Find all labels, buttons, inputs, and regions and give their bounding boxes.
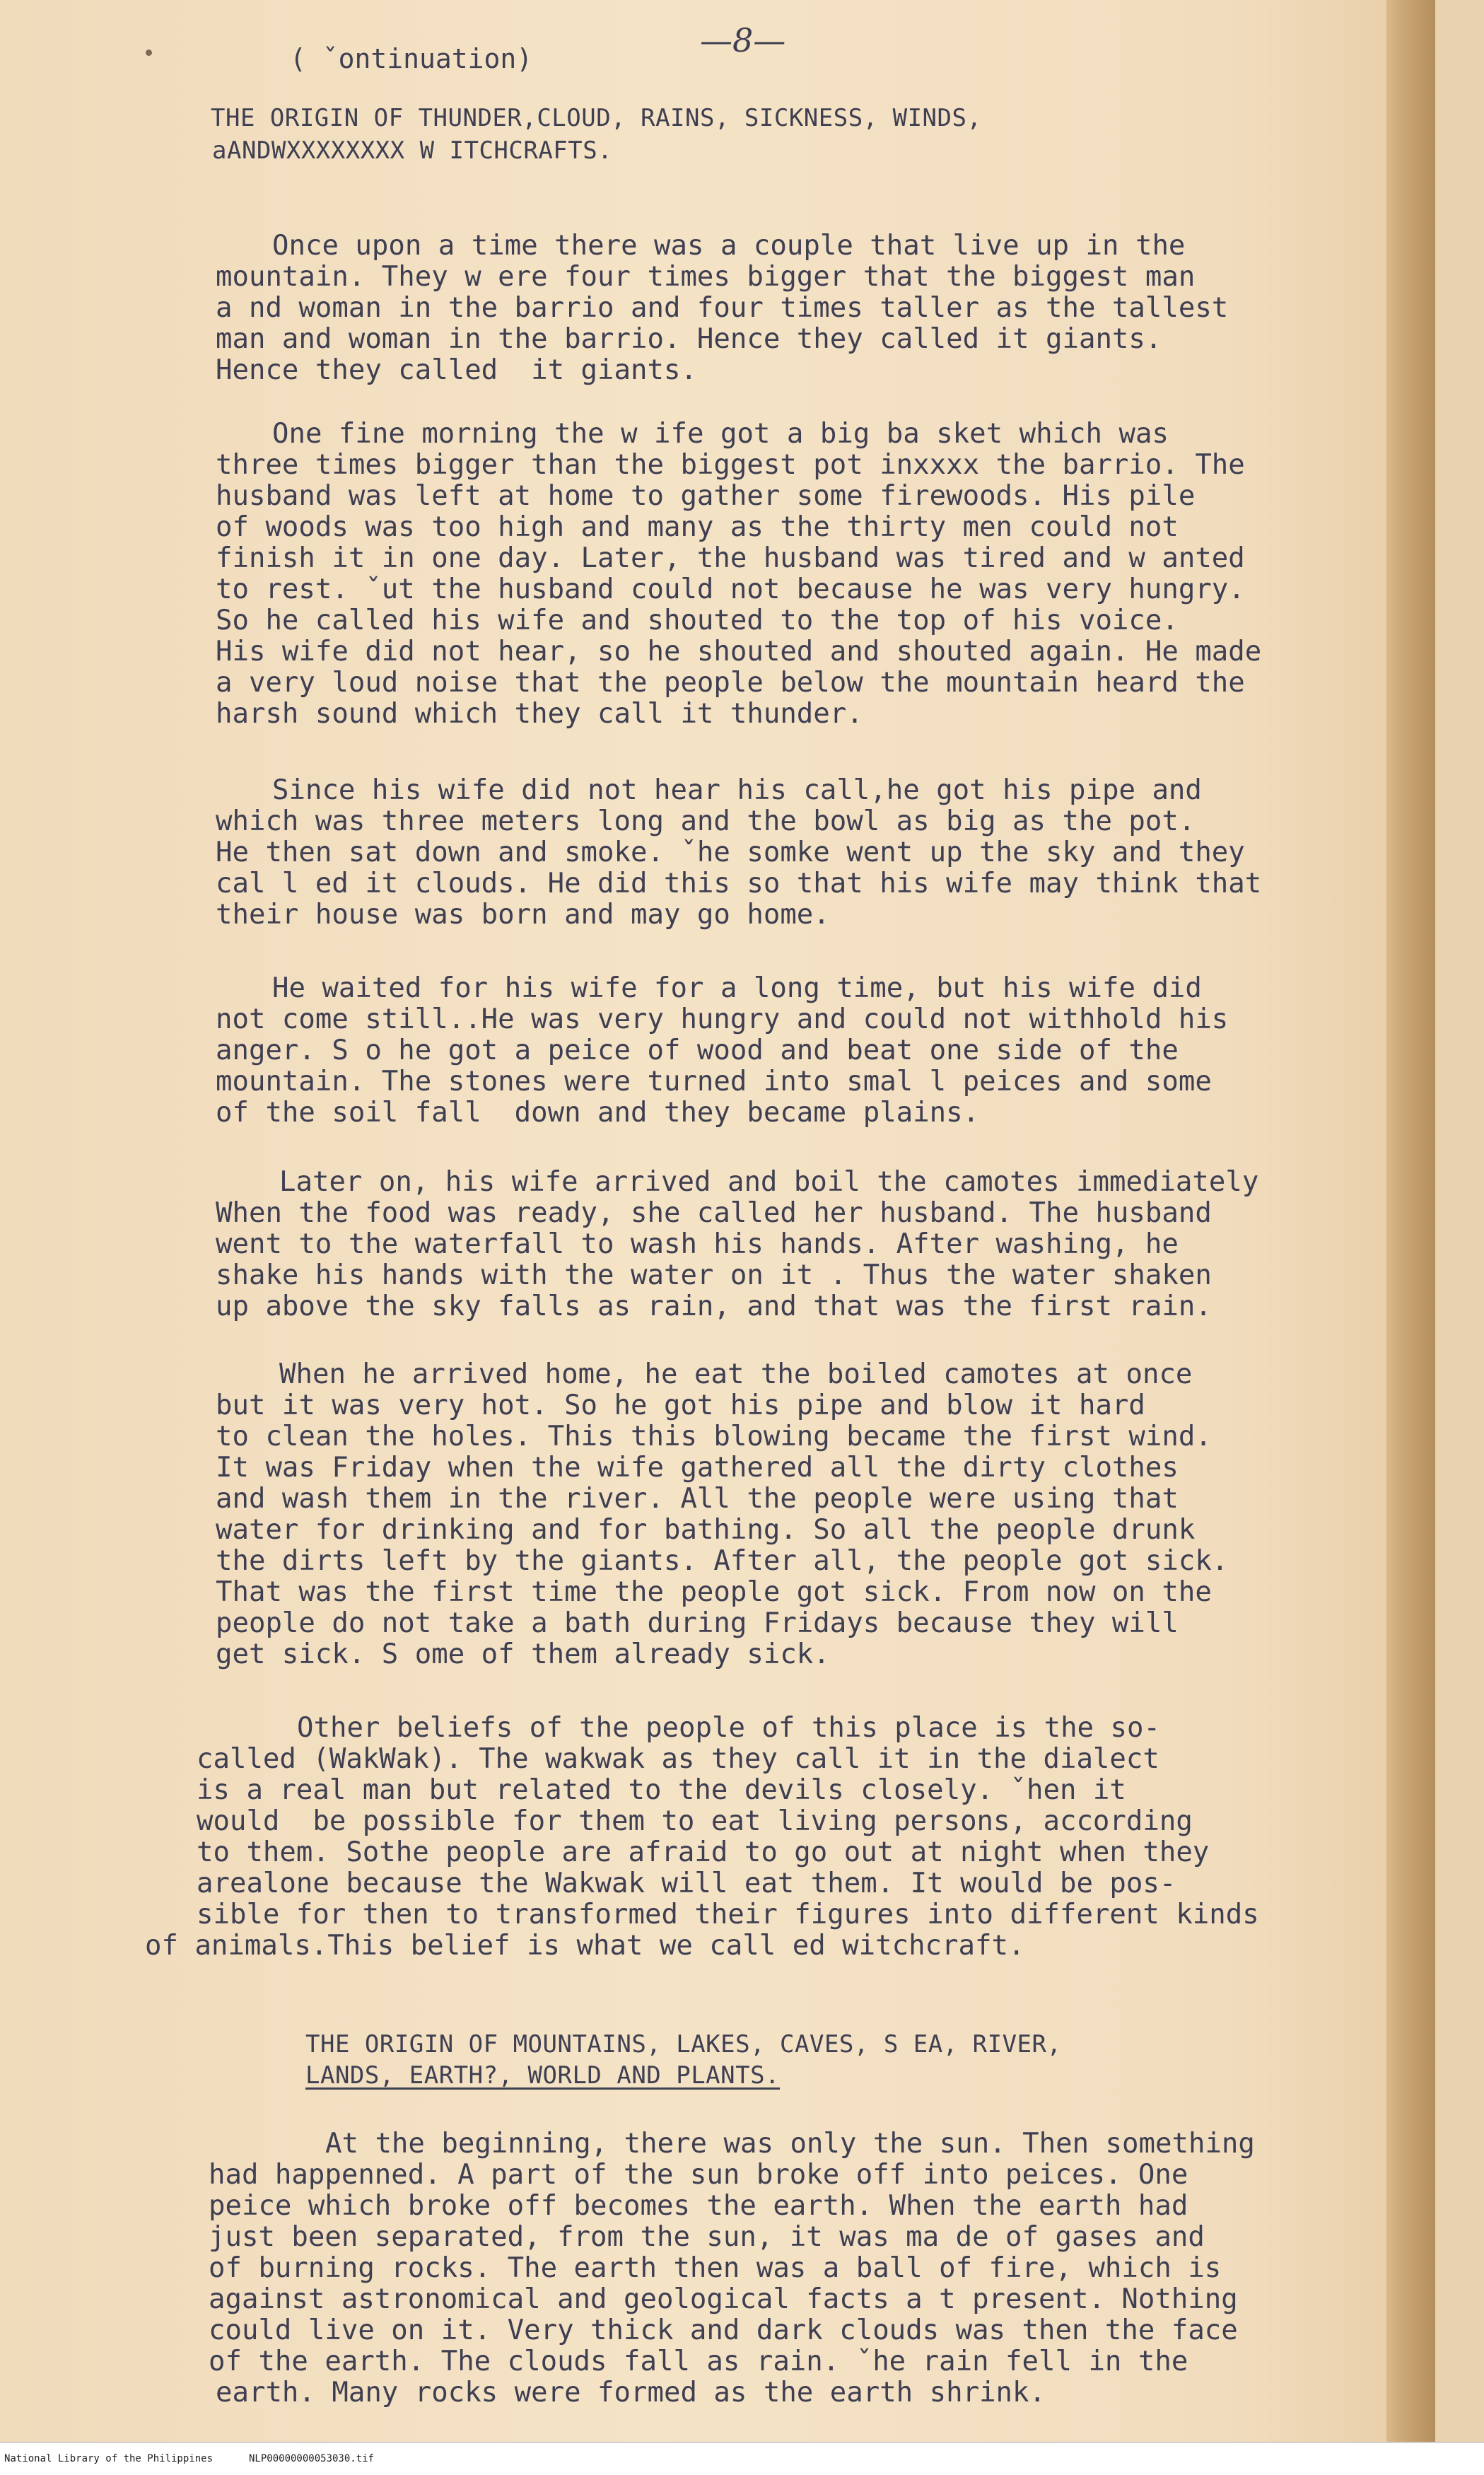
- paragraph-2-line-7: So he called his wife and shouted to the top of his voice.: [216, 605, 1179, 636]
- paragraph-2-line-1: One fine morning the w ife got a big ba sket which was: [272, 418, 1169, 450]
- paragraph-2-line-4: of woods was too high and many as the thirty men could not: [216, 511, 1179, 543]
- paragraph-7-line-5: to them. Sothe people are afraid to go out at night when they: [197, 1836, 1210, 1868]
- paragraph-2-line-10: harsh sound which they call it thunder.: [216, 698, 863, 730]
- paragraph-5-line-4: shake his hands with the water on it . Thus the water shaken: [216, 1259, 1212, 1291]
- scan-footer: [0, 2442, 1484, 2475]
- paragraph-3-line-2: which was three meters long and the bowl as big as the pot.: [216, 805, 1196, 837]
- paragraph-3-line-1: Since his wife did not hear his call,he got his pipe and: [272, 774, 1202, 806]
- paragraph-7-line-7: sible for then to transformed their figures into different kinds: [197, 1899, 1259, 1930]
- paragraph-6-line-6: water for drinking and for bathing. So all the people drunk: [216, 1514, 1196, 1546]
- paragraph-8-line-1: At the beginning, there was only the sun. Then something: [325, 2128, 1255, 2160]
- heading-1-line-1: THE ORIGIN OF THUNDER,CLOUD, RAINS, SICKNESS, WINDS,: [211, 104, 982, 132]
- paragraph-1-line-3: a nd woman in the barrio and four times taller as the tallest: [216, 292, 1229, 324]
- paragraph-8-line-6: against astronomical and geological facts a t present. Nothing: [209, 2283, 1238, 2315]
- paragraph-4-line-5: of the soil fall down and they became plains.: [216, 1097, 980, 1129]
- paragraph-8-line-9: earth. Many rocks were formed as the earth shrink.: [216, 2377, 1046, 2409]
- paragraph-1-line-5: Hence they called it giants.: [216, 354, 697, 386]
- page-number: —8—: [700, 21, 786, 59]
- paragraph-4-line-4: mountain. The stones were turned into smal l peices and some: [216, 1066, 1212, 1097]
- heading-1-line-2: aANDWXXXXXXXX W ITCHCRAFTS.: [212, 136, 613, 165]
- continuation-label: ( ˇontinuation): [290, 43, 533, 74]
- paragraph-7-line-8: of animals.This belief is what we call ed witchcraft.: [145, 1930, 1025, 1962]
- paragraph-6-line-10: get sick. S ome of them already sick.: [216, 1638, 830, 1670]
- paragraph-5-line-2: When the food was ready, she called her husband. The husband: [216, 1197, 1212, 1229]
- paragraph-8-line-3: peice which broke off becomes the earth. When the earth had: [209, 2190, 1188, 2222]
- paragraph-2-line-9: a very loud noise that the people below the mountain heard the: [216, 667, 1245, 699]
- paragraph-4-line-2: not come still..He was very hungry and could not withhold his: [216, 1003, 1229, 1035]
- library-credit: National Library of the Philippines: [4, 2453, 214, 2464]
- paragraph-8-line-7: could live on it. Very thick and dark clouds was then the face: [209, 2314, 1238, 2346]
- paragraph-3-line-5: their house was born and may go home.: [216, 899, 830, 931]
- heading-2-line-2: LANDS, EARTH?, WORLD AND PLANTS.: [305, 2061, 781, 2090]
- paragraph-7-line-4: would be possible for them to eat living persons, according: [197, 1805, 1193, 1837]
- paragraph-1-line-1: Once upon a time there was a couple that live up in the: [272, 230, 1186, 262]
- paragraph-8-line-8: of the earth. The clouds fall as rain. ˇhe rain fell in the: [209, 2346, 1188, 2377]
- ink-spot: [146, 50, 152, 56]
- paragraph-7-line-1: Other beliefs of the people of this place is the so-: [297, 1712, 1160, 1744]
- paragraph-2-line-6: to rest. ˇut the husband could not because he was very hungry.: [216, 573, 1245, 605]
- paragraph-2-line-2: three times bigger than the biggest pot inxxxx the barrio. The: [216, 449, 1245, 481]
- paragraph-2-line-5: finish it in one day. Later, the husband was tired and w anted: [216, 542, 1245, 574]
- paragraph-6-line-7: the dirts left by the giants. After all, the people got sick.: [216, 1545, 1229, 1577]
- paragraph-6-line-3: to clean the holes. This this blowing became the first wind.: [216, 1421, 1212, 1452]
- paragraph-5-line-3: went to the waterfall to wash his hands. After washing, he: [216, 1228, 1179, 1260]
- paragraph-5-line-5: up above the sky falls as rain, and that was the first rain.: [216, 1291, 1212, 1322]
- paragraph-6-line-2: but it was very hot. So he got his pipe and blow it hard: [216, 1390, 1145, 1421]
- paragraph-3-line-4: cal l ed it clouds. He did this so that his wife may think that: [216, 868, 1262, 899]
- heading-2-line-1: THE ORIGIN OF MOUNTAINS, LAKES, CAVES, S EA, RIVER,: [305, 2030, 1062, 2058]
- scan-filename: NLP00000000053030.tif: [249, 2453, 375, 2464]
- paragraph-8-line-4: just been separated, from the sun, it was ma de of gases and: [209, 2221, 1205, 2253]
- page-edge: [1386, 0, 1435, 2443]
- paragraph-2-line-3: husband was left at home to gather some firewoods. His pile: [216, 480, 1196, 512]
- paragraph-6-line-9: people do not take a bath during Fridays because they will: [216, 1607, 1179, 1639]
- paragraph-6-line-8: That was the first time the people got sick. From now on the: [216, 1576, 1212, 1608]
- paragraph-2-line-8: His wife did not hear, so he shouted and shouted again. He made: [216, 636, 1262, 668]
- paragraph-6-line-5: and wash them in the river. All the people were using that: [216, 1483, 1179, 1515]
- paragraph-7-line-3: is a real man but related to the devils closely. ˇhen it: [197, 1774, 1126, 1806]
- paragraph-7-line-2: called (WakWak). The wakwak as they call it in the dialect: [197, 1743, 1176, 1775]
- paragraph-1-line-2: mountain. They w ere four times bigger that the biggest man: [216, 261, 1196, 293]
- paragraph-3-line-3: He then sat down and smoke. ˇhe somke went up the sky and they: [216, 837, 1245, 868]
- paragraph-4-line-3: anger. S o he got a peice of wood and beat one side of the: [216, 1035, 1196, 1066]
- paragraph-6-line-1: When he arrived home, he eat the boiled camotes at once: [279, 1358, 1193, 1390]
- paragraph-8-line-2: had happenned. A part of the sun broke off into peices. One: [209, 2159, 1188, 2191]
- paragraph-5-line-1: Later on, his wife arrived and boil the camotes immediately: [279, 1166, 1259, 1198]
- paragraph-4-line-1: He waited for his wife for a long time, but his wife did: [272, 972, 1202, 1004]
- paragraph-8-line-5: of burning rocks. The earth then was a ball of fire, which is: [209, 2252, 1222, 2284]
- paragraph-1-line-4: man and woman in the barrio. Hence they called it giants.: [216, 323, 1162, 355]
- paragraph-6-line-4: It was Friday when the wife gathered all the dirty clothes: [216, 1452, 1179, 1484]
- paragraph-7-line-6: arealone because the Wakwak will eat them. It would be pos-: [197, 1868, 1176, 1899]
